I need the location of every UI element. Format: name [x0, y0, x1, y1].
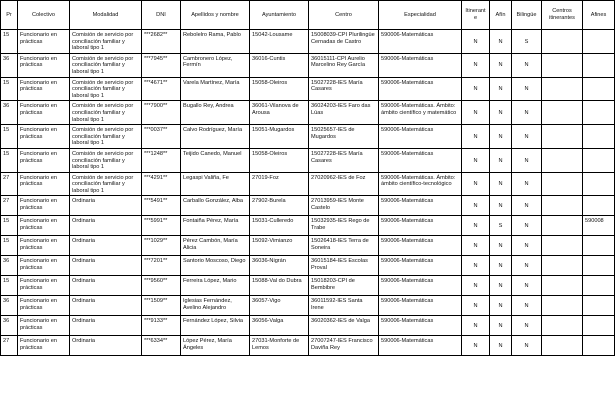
cell-centro: 27007247-IES Francisco Daviña Rey	[309, 336, 379, 356]
cell-ayuntamiento: 36057-Vigo	[250, 296, 309, 316]
cell-bilingue: N	[512, 172, 542, 196]
cell-modalidad: Comisión de servicio por conciliación familiar y laboral tipo 1	[70, 77, 142, 101]
header-nombre: Apellidos y nombre	[181, 1, 250, 30]
cell-ayuntamiento: 27031-Monforte de Lemos	[250, 336, 309, 356]
cell-bilingue: S	[512, 30, 542, 54]
cell-afines	[583, 172, 615, 196]
cell-bilingue: N	[512, 296, 542, 316]
table-row	[1, 256, 615, 276]
cell-colectivo: Funcionario en prácticas	[18, 196, 70, 216]
cell-centro: 15025657-IES de Mugardos	[309, 125, 379, 149]
cell-afines	[583, 53, 615, 77]
cell-centro: 36020362-IES de Valga	[309, 316, 379, 336]
table-row	[1, 276, 615, 296]
cell-pr: 15	[1, 236, 18, 256]
cell-ayuntamiento: 15058-Oleiros	[250, 148, 309, 172]
cell-afines	[583, 256, 615, 276]
header-centros-itinerantes: Centros itinerantes	[542, 1, 583, 30]
cell-centros-itinerantes	[542, 336, 583, 356]
cell-colectivo: Funcionario en prácticas	[18, 101, 70, 125]
cell-modalidad: Comisión de servicio por conciliación familiar y laboral tipo 1	[70, 148, 142, 172]
cell-itinerante: N	[462, 316, 490, 336]
cell-nombre: Pérez Cambón, María Alicia	[181, 236, 250, 256]
cell-afines: 590008	[583, 216, 615, 236]
cell-ayuntamiento: 15051-Mugardos	[250, 125, 309, 149]
cell-pr: 36	[1, 101, 18, 125]
cell-centros-itinerantes	[542, 101, 583, 125]
cell-ayuntamiento: 36016-Cuntis	[250, 53, 309, 77]
cell-itinerante: N	[462, 30, 490, 54]
cell-dni: ***1029**	[142, 236, 181, 256]
cell-centros-itinerantes	[542, 172, 583, 196]
cell-bilingue: N	[512, 125, 542, 149]
cell-colectivo: Funcionario en prácticas	[18, 336, 70, 356]
cell-especialidad: 590006-Matemáticas	[379, 236, 462, 256]
cell-centros-itinerantes	[542, 148, 583, 172]
cell-pr: 15	[1, 30, 18, 54]
cell-itinerante: N	[462, 296, 490, 316]
cell-dni: ***9133**	[142, 316, 181, 336]
cell-nombre: Rebolelro Rama, Pablo	[181, 30, 250, 54]
cell-modalidad: Comisión de servicio por conciliación familiar y laboral tipo 1	[70, 30, 142, 54]
table-row	[1, 30, 615, 54]
table-row	[1, 101, 615, 125]
cell-especialidad: 590006-Matemáticas	[379, 53, 462, 77]
cell-especialidad: 590006-Matemáticas	[379, 336, 462, 356]
cell-bilingue: N	[512, 256, 542, 276]
cell-pr: 27	[1, 172, 18, 196]
cell-bilingue: N	[512, 53, 542, 77]
cell-pr: 15	[1, 77, 18, 101]
cell-nombre: Teijido Canedo, Manuel	[181, 148, 250, 172]
cell-ayuntamiento: 15042-Lousame	[250, 30, 309, 54]
table-row	[1, 77, 615, 101]
cell-centros-itinerantes	[542, 296, 583, 316]
cell-dni: ***4671**	[142, 77, 181, 101]
cell-nombre: Bugallo Rey, Andrea	[181, 101, 250, 125]
cell-afines	[583, 125, 615, 149]
cell-itinerante: N	[462, 172, 490, 196]
cell-bilingue: N	[512, 216, 542, 236]
cell-centro: 15018203-CPI de Bembibre	[309, 276, 379, 296]
cell-centro: 15032935-IES Rego de Trabe	[309, 216, 379, 236]
cell-itinerante: N	[462, 236, 490, 256]
cell-especialidad: 590006-Matemáticas	[379, 148, 462, 172]
cell-nombre: Carballo González, Alba	[181, 196, 250, 216]
cell-pr: 15	[1, 148, 18, 172]
cell-itinerante: N	[462, 216, 490, 236]
cell-colectivo: Funcionario en prácticas	[18, 276, 70, 296]
cell-afines	[583, 296, 615, 316]
cell-afin: N	[490, 30, 512, 54]
cell-modalidad: Comisión de servicio por conciliación familiar y laboral tipo 1	[70, 125, 142, 149]
cell-afines	[583, 236, 615, 256]
cell-afines	[583, 276, 615, 296]
table-body	[1, 30, 615, 356]
cell-centro: 36015111-CPI Aurelio Marcelino Rey García	[309, 53, 379, 77]
cell-colectivo: Funcionario en prácticas	[18, 148, 70, 172]
cell-especialidad: 590006-Matemáticas. Ámbito: ámbito científico y matemático	[379, 101, 462, 125]
cell-modalidad: Ordinaria	[70, 296, 142, 316]
cell-modalidad: Ordinaria	[70, 196, 142, 216]
cell-centro: 36011592-IES Santa Irene	[309, 296, 379, 316]
cell-especialidad: 590006-Matemáticas	[379, 77, 462, 101]
cell-colectivo: Funcionario en prácticas	[18, 216, 70, 236]
cell-bilingue: N	[512, 276, 542, 296]
cell-modalidad: Ordinaria	[70, 216, 142, 236]
cell-afines	[583, 77, 615, 101]
table-row	[1, 316, 615, 336]
header-pr: Pr	[1, 1, 18, 30]
cell-ayuntamiento: 27019-Foz	[250, 172, 309, 196]
cell-especialidad: 590006-Matemáticas	[379, 276, 462, 296]
cell-colectivo: Funcionario en prácticas	[18, 77, 70, 101]
cell-centro: 36015184-IES Escolas Proval	[309, 256, 379, 276]
cell-itinerante: N	[462, 125, 490, 149]
cell-nombre: Calvo Rodríguez, María	[181, 125, 250, 149]
cell-itinerante: N	[462, 53, 490, 77]
cell-especialidad: 590006-Matemáticas	[379, 256, 462, 276]
cell-ayuntamiento: 36036-Nigrán	[250, 256, 309, 276]
table-row	[1, 336, 615, 356]
header-bilingue: Bilingüe	[512, 1, 542, 30]
cell-afines	[583, 148, 615, 172]
cell-itinerante: N	[462, 256, 490, 276]
cell-centro: 15027228-IES María Casares	[309, 148, 379, 172]
cell-nombre: Legaspi Valiña, Fe	[181, 172, 250, 196]
cell-pr: 36	[1, 296, 18, 316]
header-afines: Afines	[583, 1, 615, 30]
cell-dni: ***7201**	[142, 256, 181, 276]
cell-afines	[583, 196, 615, 216]
cell-centros-itinerantes	[542, 77, 583, 101]
cell-centro: 27013959-IES Monte Castelo	[309, 196, 379, 216]
table-header-row	[1, 1, 615, 30]
cell-dni: ***2682**	[142, 30, 181, 54]
cell-centro: 27020962-IES de Foz	[309, 172, 379, 196]
cell-colectivo: Funcionario en prácticas	[18, 53, 70, 77]
cell-colectivo: Funcionario en prácticas	[18, 256, 70, 276]
cell-colectivo: Funcionario en prácticas	[18, 316, 70, 336]
cell-itinerante: N	[462, 276, 490, 296]
cell-pr: 27	[1, 196, 18, 216]
cell-especialidad: 590006-Matemáticas	[379, 296, 462, 316]
cell-itinerante: N	[462, 336, 490, 356]
cell-centros-itinerantes	[542, 196, 583, 216]
cell-afin: N	[490, 256, 512, 276]
cell-modalidad: Ordinaria	[70, 336, 142, 356]
cell-nombre: Santorio Moscoso, Diego	[181, 256, 250, 276]
cell-pr: 27	[1, 336, 18, 356]
cell-ayuntamiento: 36056-Valga	[250, 316, 309, 336]
header-colectivo: Colectivo	[18, 1, 70, 30]
cell-afin: N	[490, 77, 512, 101]
cell-colectivo: Funcionario en prácticas	[18, 30, 70, 54]
header-especialidad: Especialidad	[379, 1, 462, 30]
cell-ayuntamiento: 15088-Val do Dubra	[250, 276, 309, 296]
cell-colectivo: Funcionario en prácticas	[18, 296, 70, 316]
cell-afin: N	[490, 101, 512, 125]
cell-modalidad: Comisión de servicio por conciliación familiar y laboral tipo 1	[70, 53, 142, 77]
cell-centros-itinerantes	[542, 53, 583, 77]
cell-ayuntamiento: 27902-Burela	[250, 196, 309, 216]
header-afin: Afín	[490, 1, 512, 30]
cell-bilingue: N	[512, 236, 542, 256]
cell-itinerante: N	[462, 148, 490, 172]
cell-centro: 15027228-IES María Casares	[309, 77, 379, 101]
cell-itinerante: N	[462, 77, 490, 101]
cell-ayuntamiento: 15031-Culleredo	[250, 216, 309, 236]
cell-dni: ***9560**	[142, 276, 181, 296]
cell-itinerante: N	[462, 196, 490, 216]
cell-dni: ***1509**	[142, 296, 181, 316]
cell-pr: 15	[1, 216, 18, 236]
cell-modalidad: Ordinaria	[70, 276, 142, 296]
cell-dni: ***5491**	[142, 196, 181, 216]
table-row	[1, 148, 615, 172]
cell-nombre: Varela Martínez, María	[181, 77, 250, 101]
cell-modalidad: Comisión de servicio por conciliación familiar y laboral tipo 1	[70, 101, 142, 125]
cell-especialidad: 590006-Matemáticas	[379, 316, 462, 336]
cell-bilingue: N	[512, 148, 542, 172]
cell-pr: 36	[1, 316, 18, 336]
cell-pr: 15	[1, 276, 18, 296]
cell-colectivo: Funcionario en prácticas	[18, 172, 70, 196]
cell-dni: ***7945**	[142, 53, 181, 77]
cell-ayuntamiento: 15092-Vimianzo	[250, 236, 309, 256]
cell-centro: 36024203-IES Faro das Lúas	[309, 101, 379, 125]
cell-dni: ***0037**	[142, 125, 181, 149]
cell-afines	[583, 101, 615, 125]
cell-bilingue: N	[512, 77, 542, 101]
cell-afin: N	[490, 172, 512, 196]
cell-pr: 15	[1, 125, 18, 149]
header-centro: Centro	[309, 1, 379, 30]
cell-itinerante: N	[462, 101, 490, 125]
cell-afin: N	[490, 316, 512, 336]
cell-nombre: Ferreira López, Mario	[181, 276, 250, 296]
cell-bilingue: N	[512, 316, 542, 336]
table-row	[1, 296, 615, 316]
cell-centro: 15008039-CPI Plurilingüe Cernadas de Castro	[309, 30, 379, 54]
cell-afin: N	[490, 125, 512, 149]
cell-centros-itinerantes	[542, 125, 583, 149]
cell-afines	[583, 316, 615, 336]
cell-especialidad: 590006-Matemáticas	[379, 216, 462, 236]
header-itinerante: Itinerante	[462, 1, 490, 30]
table-row	[1, 125, 615, 149]
cell-dni: ***1248**	[142, 148, 181, 172]
cell-afin: N	[490, 336, 512, 356]
cell-especialidad: 590006-Matemáticas	[379, 125, 462, 149]
cell-especialidad: 590006-Matemáticas	[379, 30, 462, 54]
cell-dni: ***5991**	[142, 216, 181, 236]
cell-afin: N	[490, 148, 512, 172]
cell-centros-itinerantes	[542, 256, 583, 276]
cell-afin: N	[490, 53, 512, 77]
cell-bilingue: N	[512, 101, 542, 125]
cell-centros-itinerantes	[542, 236, 583, 256]
cell-dni: ***7900**	[142, 101, 181, 125]
cell-nombre: Iglesias Fernández, Avelino Alejandro	[181, 296, 250, 316]
cell-modalidad: Ordinaria	[70, 236, 142, 256]
table-row	[1, 196, 615, 216]
cell-bilingue: N	[512, 336, 542, 356]
cell-centros-itinerantes	[542, 30, 583, 54]
cell-centros-itinerantes	[542, 316, 583, 336]
cell-nombre: Cambronero López, Fermín	[181, 53, 250, 77]
cell-modalidad: Ordinaria	[70, 316, 142, 336]
cell-afines	[583, 30, 615, 54]
cell-especialidad: 590006-Matemáticas. Ámbito: ámbito científico-tecnológico	[379, 172, 462, 196]
cell-nombre: López Pérez, María Ángeles	[181, 336, 250, 356]
table-row	[1, 172, 615, 196]
table-row	[1, 53, 615, 77]
cell-afin: N	[490, 296, 512, 316]
cell-afin: N	[490, 276, 512, 296]
cell-afin: N	[490, 236, 512, 256]
cell-nombre: Fontaiña Pérez, María	[181, 216, 250, 236]
cell-dni: ***4291**	[142, 172, 181, 196]
cell-afin: S	[490, 216, 512, 236]
header-dni: DNI	[142, 1, 181, 30]
cell-pr: 36	[1, 53, 18, 77]
cell-nombre: Fernández López, Silvia	[181, 316, 250, 336]
table-row	[1, 216, 615, 236]
table-row	[1, 236, 615, 256]
cell-centro: 15026418-IES Terra de Soneira	[309, 236, 379, 256]
cell-pr: 36	[1, 256, 18, 276]
cell-colectivo: Funcionario en prácticas	[18, 125, 70, 149]
cell-centros-itinerantes	[542, 276, 583, 296]
cell-dni: ***6334**	[142, 336, 181, 356]
cell-afines	[583, 336, 615, 356]
header-modalidad: Modalidad	[70, 1, 142, 30]
cell-centros-itinerantes	[542, 216, 583, 236]
cell-modalidad: Comisión de servicio por conciliación familiar y laboral tipo 1	[70, 172, 142, 196]
cell-colectivo: Funcionario en prácticas	[18, 236, 70, 256]
cell-afin: N	[490, 196, 512, 216]
cell-bilingue: N	[512, 196, 542, 216]
cell-modalidad: Ordinaria	[70, 256, 142, 276]
cell-especialidad: 590006-Matemáticas	[379, 196, 462, 216]
cell-ayuntamiento: 15058-Oleiros	[250, 77, 309, 101]
cell-ayuntamiento: 36061-Vilanova de Arousa	[250, 101, 309, 125]
header-ayuntamiento: Ayuntamiento	[250, 1, 309, 30]
